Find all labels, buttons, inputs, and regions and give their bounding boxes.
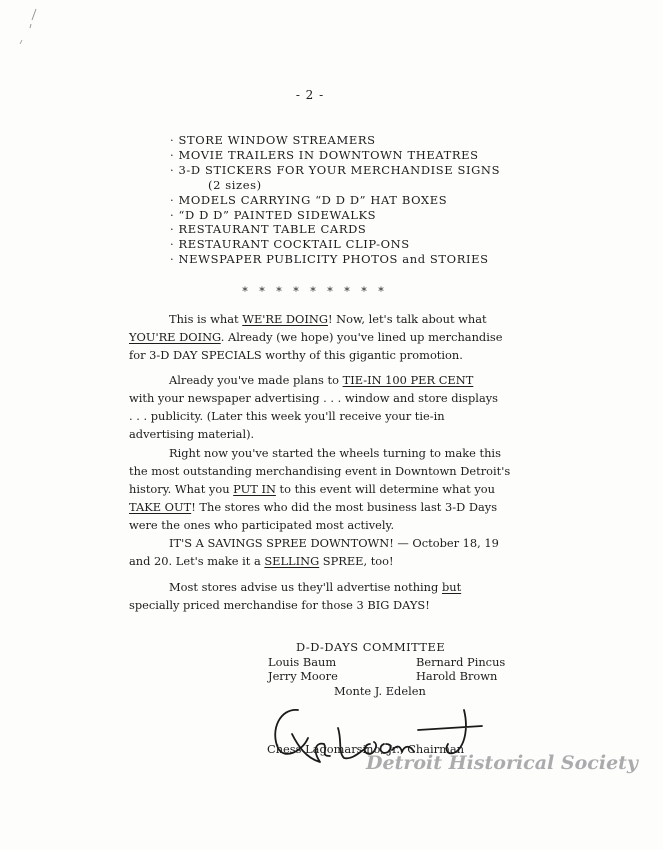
separator-stars: * * * * * * * * *: [242, 285, 388, 298]
list-item: · MODELS CARRYING “D D D” HAT BOXES: [170, 192, 448, 207]
underlined-text: SELLING: [264, 554, 320, 568]
committee-member: Louis Baum: [268, 655, 337, 669]
underlined-text: YOU'RE DOING: [129, 330, 221, 344]
underlined-text: PUT IN: [233, 482, 276, 496]
underlined-text: but: [441, 580, 462, 594]
list-item: · “D D D” PAINTED SIDEWALKS: [170, 207, 377, 222]
committee-member: Monte J. Edelen: [334, 684, 426, 698]
underlined-text: WE'RE DOING: [242, 312, 328, 326]
paragraph-5: Most stores advise us they'll advertise nothing but specially priced merchandise for those 3 BIG DAYS!: [129, 580, 462, 612]
list-item: · STORE WINDOW STREAMERS: [170, 133, 376, 147]
committee-member: Bernard Pincus: [416, 655, 506, 669]
list-item: · RESTAURANT COCKTAIL CLIP-ONS: [170, 237, 410, 252]
promotion-list: [170, 133, 500, 267]
paragraph-3: Right now you've started the wheels turning to make this the most outstanding merchandising event in Downtown Detroit's history. What you PUT IN to this event will determine what you TAKE OUT! The stores who did the most business last 3-D Days were the ones who participated most actively.: [129, 446, 511, 532]
committee-member: Jerry Moore: [268, 669, 338, 683]
page-number: - 2 -: [295, 88, 325, 102]
committee-heading: D-D-DAYS COMMITTEE: [296, 640, 446, 654]
watermark: Detroit Historical Society: [366, 752, 638, 774]
committee-member: Harold Brown: [416, 669, 498, 683]
paragraph-1: This is what WE'RE DOING! Now, let's talk about what YOU'RE DOING. Already (we hope) you've lined up merchandise for 3-D DAY SPECIALS worthy of this gigantic promotion.: [129, 312, 503, 362]
signature-name: Chess Lagomarsino, Jr., Chairman: [267, 742, 465, 756]
list-item-sub: (2 sizes): [208, 177, 262, 192]
paragraph-2: Already you've made plans to TIE-IN 100 PER CENT with your newspaper advertising . . . window and store displays . . . publicity. (Later this week you'll receive your tie-in advertising material).: [129, 373, 499, 441]
pencil-mark: [10, 4, 40, 44]
paragraph-4: IT'S A SAVINGS SPREE DOWNTOWN! — October 18, 19 and 20. Let's make it a SELLING SPREE, too!: [129, 536, 499, 568]
underlined-text: TAKE OUT: [129, 500, 192, 514]
list-item: · 3-D STICKERS FOR YOUR MERCHANDISE SIGNS: [170, 162, 501, 177]
underlined-text: TIE-IN 100 PER CENT: [342, 373, 474, 387]
list-item: · MOVIE TRAILERS IN DOWNTOWN THEATRES: [170, 147, 479, 162]
list-item: · RESTAURANT TABLE CARDS: [170, 222, 367, 237]
list-item: · NEWSPAPER PUBLICITY PHOTOS and STORIES: [170, 252, 489, 267]
